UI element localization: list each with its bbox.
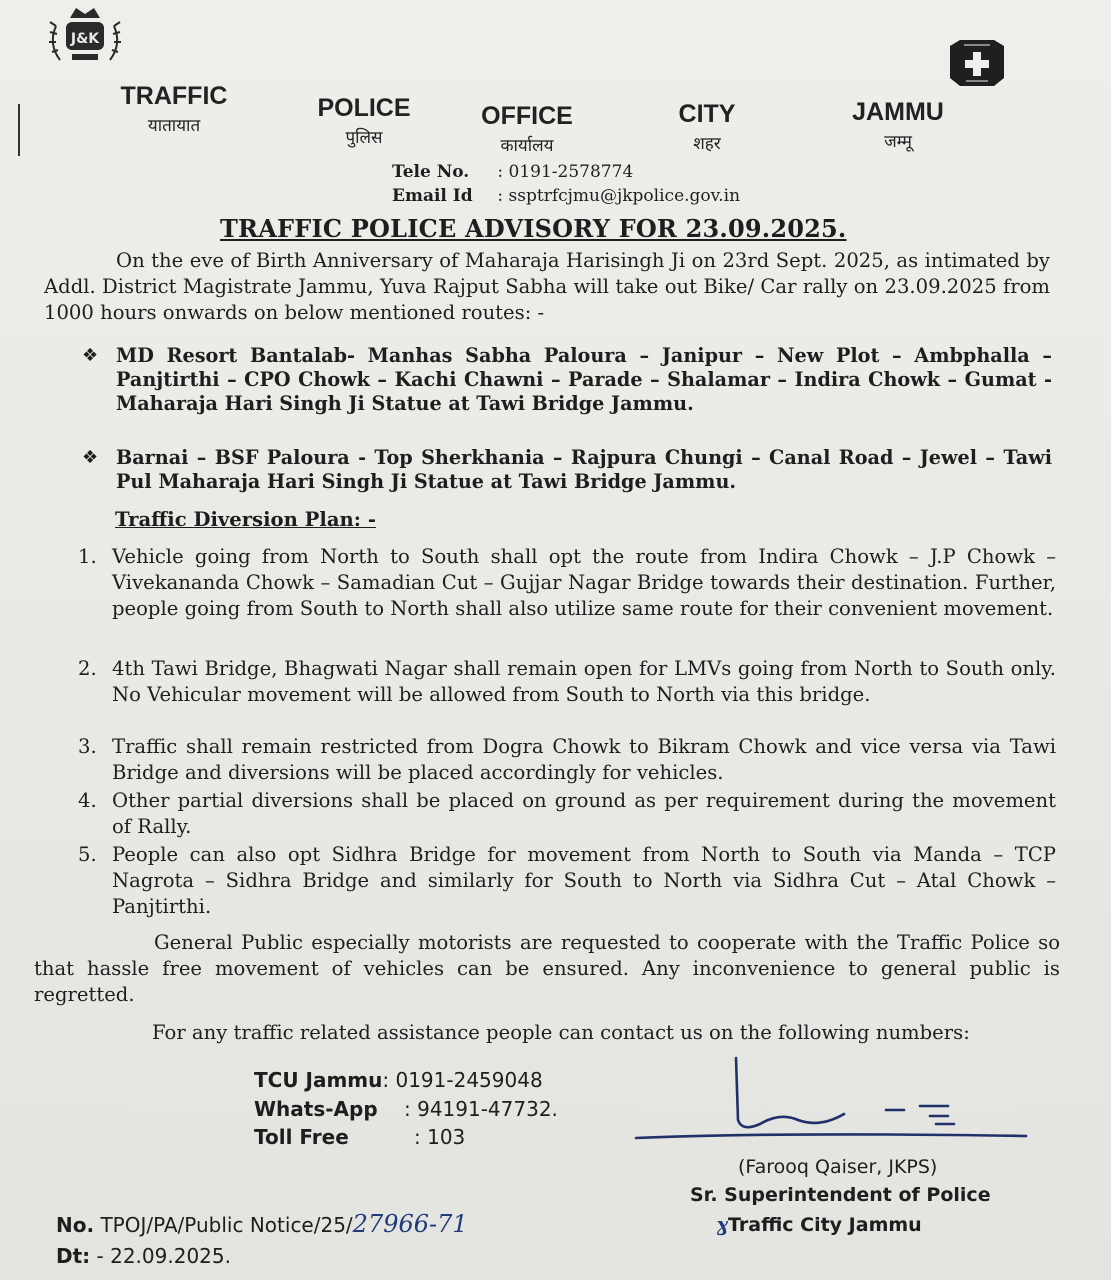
reference-no-label: No.: [56, 1213, 95, 1237]
helpline-row: [254, 1125, 465, 1149]
header-col-jammu: [842, 98, 954, 152]
route-text: Barnai – BSF Paloura - Top Sherkhania – Rajpura Chungi – Canal Road – Jewel – Tawi Pul Maharaja Hari Singh Ji Statue at Tawi Bridge Jammu.: [116, 446, 1052, 493]
header-col-traffic: [118, 82, 230, 136]
helpline-label: Toll Free: [254, 1125, 349, 1149]
diamond-bullet-icon: ❖: [82, 345, 99, 366]
route-item: [82, 446, 1052, 494]
header-hi: शहर: [693, 134, 721, 154]
header-col-police: [312, 94, 416, 148]
reference-number: [56, 1210, 468, 1238]
header-en: POLICE: [317, 94, 411, 122]
scan-edge-mark: [18, 104, 20, 156]
item-text: People can also opt Sidhra Bridge for movement from North to South via Manda – TCP Nagrota – Sidhra Bridge and similarly for South to North via Sidhra Cut – Atal Chowk – Panjtirthi.: [112, 843, 1056, 918]
helpline-value: : 103: [414, 1125, 466, 1149]
assistance-line: For any traffic related assistance people can contact us on the following numbers:: [152, 1021, 970, 1044]
advisory-title: TRAFFIC POLICE ADVISORY FOR 23.09.2025.: [220, 214, 847, 243]
diversion-item: [78, 656, 1056, 708]
email-label: Email Id: [392, 186, 473, 206]
diamond-bullet-icon: ❖: [82, 447, 99, 468]
diversion-item: [78, 734, 1056, 786]
header-en: CITY: [678, 100, 736, 128]
reference-no-value: TPOJ/PA/Public Notice/25/: [100, 1213, 353, 1237]
tele-line: [392, 162, 633, 182]
reference-handwritten: 27966-71: [352, 1210, 468, 1238]
reference-date-value: - 22.09.2025.: [96, 1244, 231, 1268]
header-en: JAMMU: [852, 98, 944, 126]
tele-value: : 0191-2578774: [497, 162, 634, 182]
officer-unit: [716, 1212, 922, 1236]
jk-police-emblem-icon: [42, 4, 128, 66]
header-en: OFFICE: [481, 102, 573, 130]
helpline-row: [254, 1097, 558, 1121]
reference-date-label: Dt:: [56, 1244, 91, 1268]
helpline-value: : 0191-2459048: [382, 1068, 543, 1092]
item-number: 5.: [78, 843, 97, 866]
item-text: Other partial diversions shall be placed on ground as per requirement during the movement of Rally.: [112, 789, 1056, 838]
signature-icon: [630, 1050, 1050, 1150]
item-number: 1.: [78, 545, 97, 568]
diversion-heading: Traffic Diversion Plan: -: [115, 508, 376, 531]
officer-unit-text: Traffic City Jammu: [728, 1214, 922, 1236]
item-number: 3.: [78, 735, 97, 758]
helpline-value: : 94191-47732.: [404, 1097, 558, 1121]
diversion-item: [78, 842, 1056, 920]
header-en: TRAFFIC: [120, 82, 228, 110]
officer-name: (Farooq Qaiser, JKPS): [738, 1156, 938, 1178]
officer-designation: Sr. Superintendent of Police: [690, 1184, 991, 1206]
item-number: 4.: [78, 789, 97, 812]
header-hi: यातायात: [147, 116, 201, 136]
intro-paragraph: On the eve of Birth Anniversary of Maharaja Harisingh Ji on 23rd Sept. 2025, as intimated by Addl. District Magistrate Jammu, Yuva Rajput Sabha will take out Bike/ Car rally on 23.09.2025 from 1000 hours onwards on below mentioned routes: -: [44, 249, 1050, 324]
helpline-label: TCU Jammu: [254, 1068, 383, 1092]
item-text: Vehicle going from North to South shall opt the route from Indira Chowk – J.P Chowk – Vivekananda Chowk – Samadian Cut – Gujjar Nagar Bridge towards their destination. Further, people going from South to North shall also utilize same route for their convenient movement.: [112, 545, 1056, 620]
diversion-item: [78, 788, 1056, 840]
route-item: [82, 344, 1052, 416]
header-hi: कार्यालय: [500, 136, 554, 156]
tele-label: Tele No.: [392, 162, 470, 182]
diversion-item: [78, 544, 1056, 622]
emblem-text: J&K: [70, 31, 100, 47]
helpline-row: [254, 1068, 543, 1092]
header-col-office: [478, 102, 576, 156]
header-hi: पुलिस: [345, 128, 383, 148]
reference-date: [56, 1244, 231, 1268]
header-hi: जम्मू: [884, 132, 912, 152]
closing-paragraph: General Public especially motorists are requested to cooperate with the Traffic Police so that hassle free movement of vehicles can be ensured. Any inconvenience to general public is regretted.: [34, 931, 1060, 1006]
traffic-police-badge-icon: [946, 38, 1008, 88]
route-text: MD Resort Bantalab- Manhas Sabha Paloura – Janipur – New Plot – Ambphalla – Panjtirthi – CPO Chowk – Kachi Chawni – Parade – Shalamar – Indira Chowk – Gumat - Maharaja Hari Singh Ji Statue at Tawi Bridge Jammu.: [116, 344, 1052, 415]
header-col-city: [670, 100, 744, 154]
helpline-label: Whats-App: [254, 1097, 378, 1121]
item-text: Traffic shall remain restricted from Dogra Chowk to Bikram Chowk and vice versa via Tawi Bridge and diversions will be placed accordingly for vehicles.: [112, 735, 1056, 784]
email-value: : ssptrfcjmu@jkpolice.gov.in: [497, 186, 741, 206]
item-text: 4th Tawi Bridge, Bhagwati Nagar shall remain open for LMVs going from North to South only. No Vehicular movement will be allowed from South to North via this bridge.: [112, 657, 1056, 706]
email-line: [392, 186, 740, 206]
handwritten-mark-icon: ɣ: [716, 1212, 729, 1236]
item-number: 2.: [78, 657, 97, 680]
